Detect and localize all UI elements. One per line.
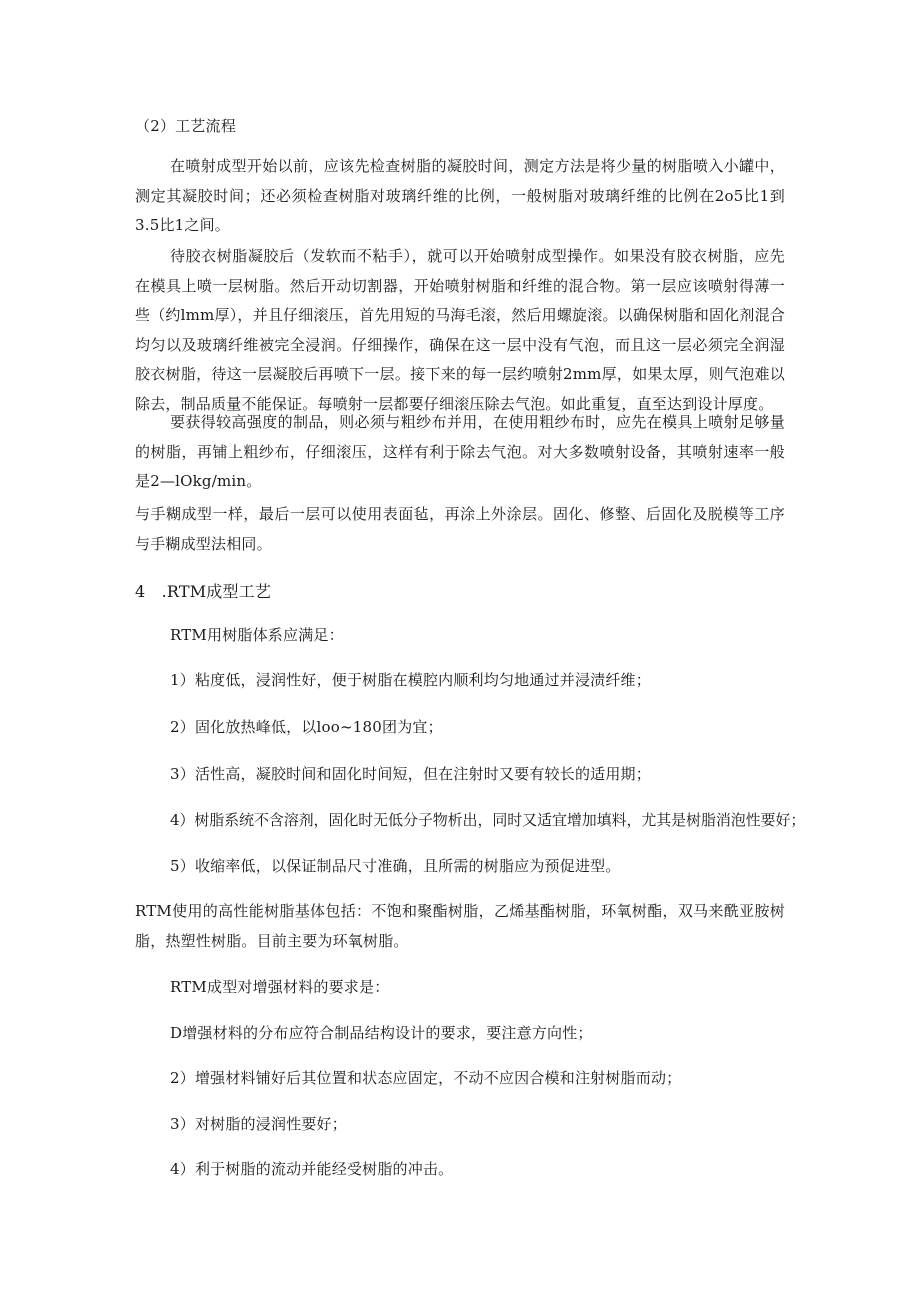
paragraph-final-layer: 与手糊成型一样，最后一层可以使用表面毡，再涂上外涂层。固化、修整、后固化及脱模等工序与手糊成型法相同。 [135, 505, 785, 553]
list-item-reinforcement-3: 3）对树脂的浸润性要好； [170, 1115, 347, 1133]
list-item-reinforcement-4: 4）利于树脂的流动并能经受树脂的冲击。 [170, 1160, 454, 1178]
list-item-resin-5: 5）收缩率低，以保证制品尺寸准确，且所需的树脂应为预促进型。 [170, 857, 621, 875]
paragraph-roving-cloth: 要获得较高强度的制品，则必须与粗纱布并用，在使用粗纱布时，应先在模具上喷射足够量的树脂，再铺上粗纱布，仔细滚压，这样有利于除去气泡。对大多数喷射设备，其喷射速率一般是2—lOkg/min。 [135, 413, 785, 490]
paragraph-spray-operation: 待胶衣树脂凝胶后（发软而不粘手），就可以开始喷射成型操作。如果没有胶衣树脂，应先在模具上喷一层树脂。然后开动切割器，开始喷射树脂和纤维的混合物。第一层应该喷射得薄一些（约lmm厚），并且仔细滚压，首先用短的马海毛滚，然后用螺旋滚。以确保树脂和固化剂混合均匀以及玻璃纤维被完全浸润。仔细操作，确保在这一层中没有气泡，而且这一层必须完全润湿胶衣树脂，待这一层凝胶后再喷下一层。接下来的每一层约喷射2mm厚，如果太厚，则气泡难以除去，制品质量不能保证。每喷射一层都要仔细滚压除去气泡。如此重复，直至达到设计厚度。 [135, 247, 785, 413]
paragraph-rtm-resin-requirements: RTM用树脂体系应满足： [170, 626, 344, 644]
list-item-reinforcement-2: 2）增强材料铺好后其位置和状态应固定，不动不应因合模和注射树脂而动； [170, 1069, 682, 1087]
paragraph-rtm-resin-matrix: RTM使用的高性能树脂基体包括：不饱和聚酯树脂，乙烯基酯树脂，环氧树酯，双马来酰亚胺树脂，热塑性树脂。目前主要为环氧树脂。 [135, 902, 785, 950]
list-item-resin-1: 1）粘度低，浸润性好，便于树脂在模腔内顺利均匀地通过并浸渍纤维； [170, 671, 651, 689]
list-item-reinforcement-1: D增强材料的分布应符合制品结构设计的要求，要注意方向性； [170, 1024, 593, 1042]
list-item-resin-4: 4）树脂系统不含溶剂，固化时无低分子物析出，同时又适宜增加填料，尤其是树脂消泡性要好； [170, 811, 806, 829]
section-heading-process: （2）工艺流程 [135, 117, 236, 135]
list-item-resin-2: 2）固化放热峰低，以loo~180团为宜； [170, 718, 443, 736]
list-item-resin-3: 3）活性高，凝胶时间和固化时间短，但在注射时又要有较长的适用期； [170, 765, 651, 783]
paragraph-gel-time-check: 在喷射成型开始以前，应该先检查树脂的凝胶时间，测定方法是将少量的树脂喷入小罐中，测定其凝胶时间；还必须检查树脂对玻璃纤维的比例，一般树脂对玻璃纤维的比例在2o5比1到3.5比1之间。 [135, 157, 785, 234]
paragraph-rtm-reinforcement-requirements: RTM成型对增强材料的要求是： [170, 978, 390, 996]
section-heading-rtm: 4 .RTM成型工艺 [135, 582, 272, 601]
